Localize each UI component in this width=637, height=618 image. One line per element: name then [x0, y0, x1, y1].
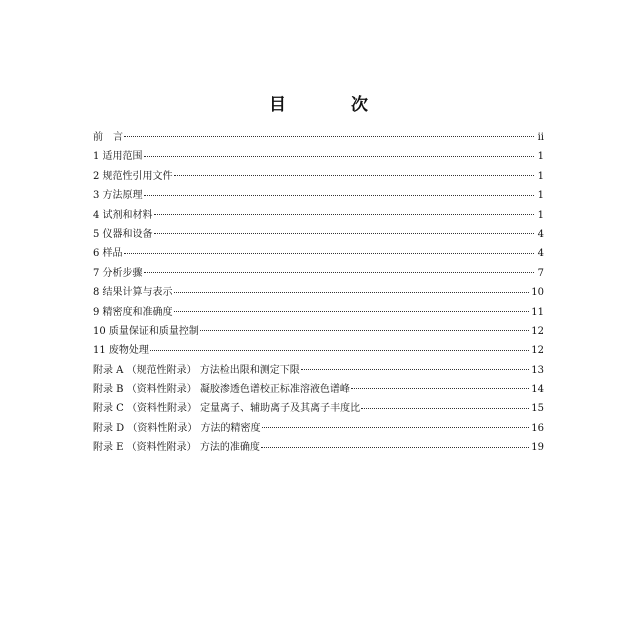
toc-entry[interactable]: [93, 341, 544, 360]
toc-dot-leader: [144, 156, 534, 157]
toc-entry-page-number: 19: [531, 442, 544, 454]
toc-entry[interactable]: [93, 380, 544, 399]
toc-entry-label: 9 精密度和准确度: [93, 306, 173, 318]
toc-entry[interactable]: [93, 167, 544, 186]
toc-entry[interactable]: [93, 206, 544, 225]
toc-entry-label: 11 废物处理: [93, 345, 149, 357]
toc-entry-page-number: 4: [537, 228, 544, 240]
toc-dot-leader: [174, 292, 530, 293]
toc-dot-leader: [351, 388, 529, 389]
toc-dot-leader: [124, 253, 534, 254]
toc-entry[interactable]: [93, 225, 544, 244]
toc-entry-label: 5 仪器和设备: [93, 228, 153, 240]
toc-entry[interactable]: [93, 147, 544, 166]
toc-entry-page-number: 13: [531, 364, 544, 376]
toc-dot-leader: [261, 447, 529, 448]
toc-entry-label: 10 质量保证和质量控制: [93, 325, 199, 337]
toc-entry[interactable]: [93, 264, 544, 283]
toc-entry-page-number: 10: [531, 287, 544, 299]
toc-entry-label: 附录 A （规范性附录） 方法检出限和测定下限: [93, 364, 300, 376]
toc-entry-page-number: 4: [537, 248, 544, 260]
toc-dot-leader: [361, 408, 529, 409]
toc-dot-leader: [200, 330, 529, 331]
toc-dot-leader: [262, 427, 530, 428]
toc-entry-page-number: 16: [531, 422, 544, 434]
toc-entry[interactable]: [93, 361, 544, 380]
toc-entry-page-number: 12: [531, 325, 544, 337]
toc-entry[interactable]: [93, 244, 544, 263]
toc-entry[interactable]: [93, 399, 544, 418]
toc-entry-page-number: 7: [537, 267, 544, 279]
toc-entry-page-number: 14: [531, 384, 544, 396]
toc-entry-label: 6 样品: [93, 248, 123, 260]
toc-entry-label: 2 规范性引用文件: [93, 170, 173, 182]
toc-entry-page-number: 12: [531, 345, 544, 357]
toc-entry-label: 附录 E （资料性附录） 方法的准确度: [93, 442, 260, 454]
table-of-contents: [93, 128, 544, 458]
toc-entry-label: 前 言: [93, 132, 123, 143]
toc-dot-leader: [144, 272, 534, 273]
toc-entry[interactable]: [93, 303, 544, 322]
toc-entry-label: 4 试剂和材料: [93, 209, 153, 221]
toc-entry-page-number: 1: [537, 170, 544, 182]
toc-dot-leader: [174, 175, 534, 176]
toc-entry-label: 8 结果计算与表示: [93, 287, 173, 299]
toc-entry-page-number: 15: [531, 403, 544, 415]
toc-dot-leader: [150, 350, 529, 351]
toc-entry-label: 3 方法原理: [93, 190, 143, 202]
toc-entry-page-number: ii: [537, 132, 544, 143]
toc-entry-label: 1 适用范围: [93, 151, 143, 163]
toc-entry[interactable]: [93, 419, 544, 438]
toc-entry-label: 附录 B （资料性附录） 凝胶渗透色谱校正标准溶液色谱峰: [93, 384, 350, 396]
toc-entry-label: 附录 C （资料性附录） 定量离子、辅助离子及其离子丰度比: [93, 403, 361, 415]
toc-entry-label: 7 分析步骤: [93, 267, 143, 279]
toc-title: 目 次: [269, 95, 392, 115]
toc-entry-label: 附录 D （资料性附录） 方法的精密度: [93, 422, 261, 434]
toc-dot-leader: [301, 369, 530, 370]
toc-entry-page-number: 1: [537, 209, 544, 221]
toc-dot-leader: [174, 311, 530, 312]
toc-dot-leader: [124, 136, 534, 137]
toc-entry-page-number: 11: [531, 306, 544, 318]
toc-entry-page-number: 1: [537, 151, 544, 163]
toc-entry[interactable]: [93, 283, 544, 302]
toc-entry[interactable]: [93, 186, 544, 205]
toc-entry-page-number: 1: [537, 190, 544, 202]
toc-entry[interactable]: [93, 128, 544, 147]
toc-dot-leader: [154, 233, 534, 234]
toc-dot-leader: [154, 214, 534, 215]
toc-entry[interactable]: [93, 438, 544, 457]
toc-dot-leader: [144, 195, 534, 196]
toc-entry[interactable]: [93, 322, 544, 341]
